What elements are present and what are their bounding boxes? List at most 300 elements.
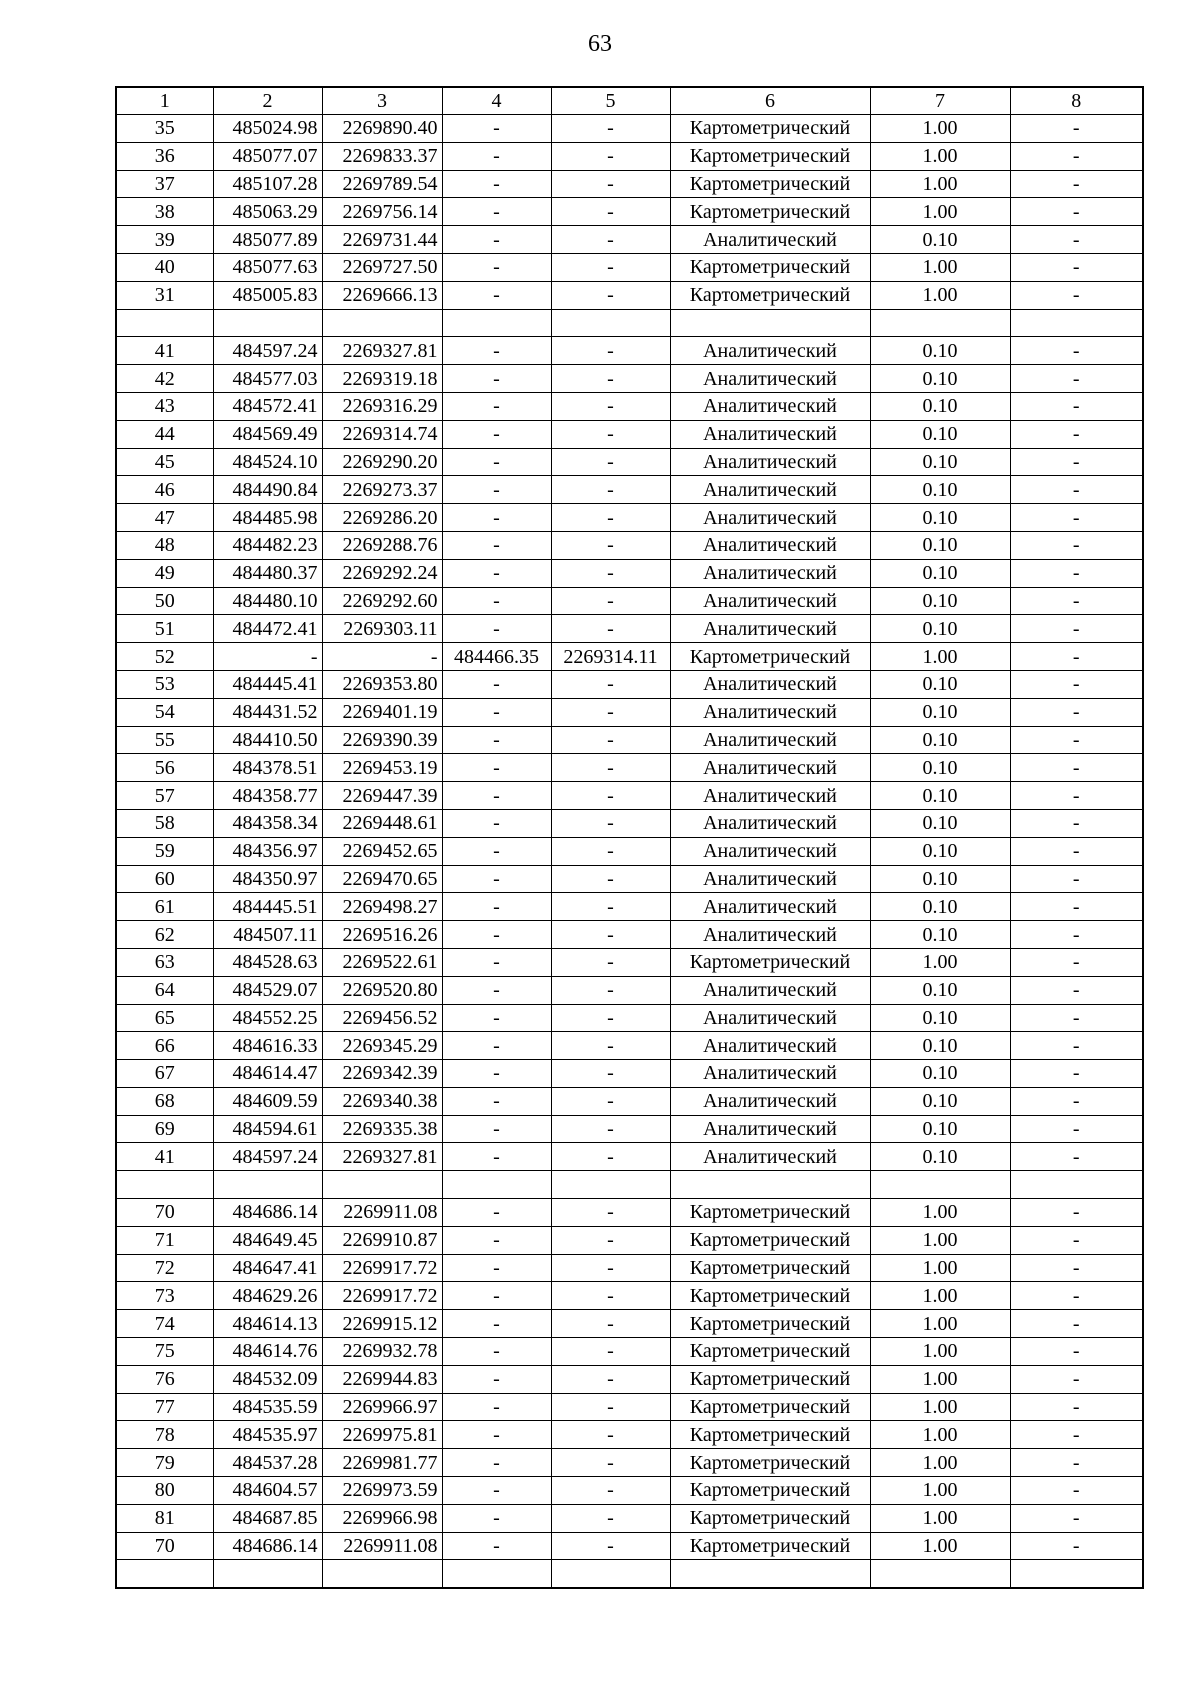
y-coordinate-cell: 2269966.98 bbox=[322, 1504, 442, 1532]
column-header: 8 bbox=[1010, 87, 1143, 115]
accuracy-cell: 0.10 bbox=[870, 476, 1010, 504]
x-coordinate-cell: 484577.03 bbox=[213, 365, 322, 393]
table-row bbox=[116, 226, 1143, 254]
y-new-cell: - bbox=[551, 392, 670, 420]
note-cell: - bbox=[1010, 615, 1143, 643]
method-cell: Картометрический bbox=[670, 1199, 870, 1227]
y-coordinate-cell: 2269917.72 bbox=[322, 1282, 442, 1310]
point-number-cell: 75 bbox=[116, 1338, 213, 1366]
x-new-cell: - bbox=[442, 1087, 551, 1115]
y-new-cell: - bbox=[551, 587, 670, 615]
accuracy-cell: 0.10 bbox=[870, 587, 1010, 615]
x-coordinate-cell: 484410.50 bbox=[213, 726, 322, 754]
accuracy-cell: 1.00 bbox=[870, 1338, 1010, 1366]
method-cell: Картометрический bbox=[670, 170, 870, 198]
x-new-cell: - bbox=[442, 476, 551, 504]
y-new-cell: - bbox=[551, 170, 670, 198]
point-number-cell: 70 bbox=[116, 1199, 213, 1227]
y-new-cell: - bbox=[551, 837, 670, 865]
method-cell: Аналитический bbox=[670, 976, 870, 1004]
note-cell: - bbox=[1010, 115, 1143, 143]
y-new-cell: - bbox=[551, 615, 670, 643]
y-new-cell: - bbox=[551, 1365, 670, 1393]
x-coordinate-cell: 484535.59 bbox=[213, 1393, 322, 1421]
note-cell: - bbox=[1010, 726, 1143, 754]
point-number-cell: 41 bbox=[116, 1143, 213, 1171]
note-cell: - bbox=[1010, 170, 1143, 198]
page-number: 63 bbox=[588, 31, 612, 57]
x-coordinate-cell: 485077.89 bbox=[213, 226, 322, 254]
x-new-cell: - bbox=[442, 226, 551, 254]
y-coordinate-cell: 2269353.80 bbox=[322, 670, 442, 698]
table-row bbox=[116, 1004, 1143, 1032]
x-new-cell: - bbox=[442, 281, 551, 309]
method-cell: Аналитический bbox=[670, 559, 870, 587]
y-coordinate-cell: 2269756.14 bbox=[322, 198, 442, 226]
x-coordinate-cell: 484358.34 bbox=[213, 809, 322, 837]
y-coordinate-cell: 2269981.77 bbox=[322, 1449, 442, 1477]
accuracy-cell: 1.00 bbox=[870, 198, 1010, 226]
x-new-cell: - bbox=[442, 865, 551, 893]
note-cell: - bbox=[1010, 837, 1143, 865]
method-cell bbox=[670, 309, 870, 337]
table-row bbox=[116, 587, 1143, 615]
x-new-cell: - bbox=[442, 1421, 551, 1449]
note-cell: - bbox=[1010, 226, 1143, 254]
method-cell: Картометрический bbox=[670, 1282, 870, 1310]
y-new-cell: - bbox=[551, 1226, 670, 1254]
x-coordinate-cell: 485107.28 bbox=[213, 170, 322, 198]
accuracy-cell: 0.10 bbox=[870, 504, 1010, 532]
x-coordinate-cell: 484482.23 bbox=[213, 531, 322, 559]
table-row bbox=[116, 1060, 1143, 1088]
note-cell: - bbox=[1010, 587, 1143, 615]
method-cell: Картометрический bbox=[670, 1532, 870, 1560]
table-row bbox=[116, 448, 1143, 476]
table-separator-row bbox=[116, 309, 1143, 337]
y-coordinate-cell: 2269911.08 bbox=[322, 1532, 442, 1560]
point-number-cell: 60 bbox=[116, 865, 213, 893]
y-coordinate-cell: 2269456.52 bbox=[322, 1004, 442, 1032]
note-cell: - bbox=[1010, 976, 1143, 1004]
point-number-cell: 58 bbox=[116, 809, 213, 837]
y-coordinate-cell: 2269286.20 bbox=[322, 504, 442, 532]
table-separator-row bbox=[116, 1171, 1143, 1199]
table-row bbox=[116, 142, 1143, 170]
note-cell: - bbox=[1010, 1449, 1143, 1477]
note-cell: - bbox=[1010, 921, 1143, 949]
point-number-cell: 80 bbox=[116, 1477, 213, 1505]
accuracy-cell bbox=[870, 1171, 1010, 1199]
note-cell: - bbox=[1010, 1393, 1143, 1421]
column-header: 3 bbox=[322, 87, 442, 115]
x-new-cell: - bbox=[442, 448, 551, 476]
y-coordinate-cell bbox=[322, 309, 442, 337]
x-coordinate-cell: 484629.26 bbox=[213, 1282, 322, 1310]
point-number-cell: 46 bbox=[116, 476, 213, 504]
x-new-cell: - bbox=[442, 1365, 551, 1393]
method-cell: Картометрический bbox=[670, 198, 870, 226]
x-coordinate-cell: 484524.10 bbox=[213, 448, 322, 476]
table-row bbox=[116, 782, 1143, 810]
y-coordinate-cell bbox=[322, 1560, 442, 1588]
method-cell: Аналитический bbox=[670, 531, 870, 559]
y-coordinate-cell: 2269448.61 bbox=[322, 809, 442, 837]
note-cell: - bbox=[1010, 670, 1143, 698]
note-cell: - bbox=[1010, 1421, 1143, 1449]
note-cell: - bbox=[1010, 253, 1143, 281]
y-new-cell: - bbox=[551, 1004, 670, 1032]
accuracy-cell: 0.10 bbox=[870, 531, 1010, 559]
point-number-cell: 62 bbox=[116, 921, 213, 949]
y-coordinate-cell: 2269973.59 bbox=[322, 1477, 442, 1505]
y-new-cell: - bbox=[551, 198, 670, 226]
x-new-cell: - bbox=[442, 1004, 551, 1032]
table-row bbox=[116, 420, 1143, 448]
y-coordinate-cell: 2269327.81 bbox=[322, 1143, 442, 1171]
x-new-cell: - bbox=[442, 559, 551, 587]
y-coordinate-cell: 2269303.11 bbox=[322, 615, 442, 643]
y-new-cell: - bbox=[551, 226, 670, 254]
y-new-cell bbox=[551, 309, 670, 337]
method-cell: Аналитический bbox=[670, 392, 870, 420]
method-cell: Аналитический bbox=[670, 1143, 870, 1171]
column-header: 6 bbox=[670, 87, 870, 115]
method-cell: Аналитический bbox=[670, 448, 870, 476]
accuracy-cell: 0.10 bbox=[870, 559, 1010, 587]
y-coordinate-cell: 2269273.37 bbox=[322, 476, 442, 504]
table-header-row bbox=[116, 87, 1143, 115]
note-cell: - bbox=[1010, 337, 1143, 365]
table-row bbox=[116, 1032, 1143, 1060]
method-cell: Картометрический bbox=[670, 1365, 870, 1393]
accuracy-cell bbox=[870, 1560, 1010, 1588]
accuracy-cell: 1.00 bbox=[870, 643, 1010, 671]
x-new-cell: - bbox=[442, 615, 551, 643]
accuracy-cell: 0.10 bbox=[870, 837, 1010, 865]
table-row bbox=[116, 337, 1143, 365]
x-new-cell: - bbox=[442, 1143, 551, 1171]
point-number-cell: 78 bbox=[116, 1421, 213, 1449]
table-row bbox=[116, 1393, 1143, 1421]
point-number-cell: 61 bbox=[116, 893, 213, 921]
table-row bbox=[116, 670, 1143, 698]
x-coordinate-cell: 484614.76 bbox=[213, 1338, 322, 1366]
y-new-cell: - bbox=[551, 1087, 670, 1115]
table-row bbox=[116, 476, 1143, 504]
accuracy-cell: 0.10 bbox=[870, 865, 1010, 893]
y-new-cell: - bbox=[551, 726, 670, 754]
x-new-cell: - bbox=[442, 1449, 551, 1477]
point-number-cell: 77 bbox=[116, 1393, 213, 1421]
y-coordinate-cell: 2269966.97 bbox=[322, 1393, 442, 1421]
table-row bbox=[116, 698, 1143, 726]
accuracy-cell: 1.00 bbox=[870, 1504, 1010, 1532]
x-coordinate-cell: 485077.63 bbox=[213, 253, 322, 281]
y-new-cell: - bbox=[551, 115, 670, 143]
method-cell: Аналитический bbox=[670, 476, 870, 504]
x-coordinate-cell: 484614.13 bbox=[213, 1310, 322, 1338]
note-cell: - bbox=[1010, 420, 1143, 448]
column-header: 2 bbox=[213, 87, 322, 115]
table-row bbox=[116, 837, 1143, 865]
point-number-cell: 45 bbox=[116, 448, 213, 476]
y-new-cell: - bbox=[551, 253, 670, 281]
point-number-cell: 48 bbox=[116, 531, 213, 559]
method-cell: Аналитический bbox=[670, 337, 870, 365]
x-coordinate-cell: 485005.83 bbox=[213, 281, 322, 309]
x-new-cell: - bbox=[442, 893, 551, 921]
table-row bbox=[116, 1338, 1143, 1366]
note-cell: - bbox=[1010, 1060, 1143, 1088]
x-coordinate-cell: 484445.41 bbox=[213, 670, 322, 698]
method-cell: Картометрический bbox=[670, 142, 870, 170]
note-cell: - bbox=[1010, 281, 1143, 309]
y-new-cell: - bbox=[551, 281, 670, 309]
point-number-cell: 53 bbox=[116, 670, 213, 698]
method-cell: Картометрический bbox=[670, 1338, 870, 1366]
table-row bbox=[116, 893, 1143, 921]
y-coordinate-cell: 2269452.65 bbox=[322, 837, 442, 865]
x-new-cell: - bbox=[442, 1199, 551, 1227]
method-cell: Аналитический bbox=[670, 1004, 870, 1032]
y-coordinate-cell: 2269975.81 bbox=[322, 1421, 442, 1449]
x-coordinate-cell: 484686.14 bbox=[213, 1532, 322, 1560]
x-new-cell: - bbox=[442, 726, 551, 754]
y-coordinate-cell: 2269666.13 bbox=[322, 281, 442, 309]
table-row bbox=[116, 115, 1143, 143]
point-number-cell: 31 bbox=[116, 281, 213, 309]
x-new-cell: - bbox=[442, 1060, 551, 1088]
y-new-cell: - bbox=[551, 698, 670, 726]
x-coordinate-cell: 484532.09 bbox=[213, 1365, 322, 1393]
point-number-cell: 40 bbox=[116, 253, 213, 281]
y-coordinate-cell: 2269292.24 bbox=[322, 559, 442, 587]
table-row bbox=[116, 643, 1143, 671]
y-coordinate-cell: 2269910.87 bbox=[322, 1226, 442, 1254]
accuracy-cell: 0.10 bbox=[870, 1143, 1010, 1171]
y-new-cell bbox=[551, 1560, 670, 1588]
accuracy-cell: 1.00 bbox=[870, 1365, 1010, 1393]
point-number-cell bbox=[116, 1171, 213, 1199]
y-new-cell: - bbox=[551, 754, 670, 782]
point-number-cell: 79 bbox=[116, 1449, 213, 1477]
y-coordinate-cell: 2269316.29 bbox=[322, 392, 442, 420]
x-new-cell: - bbox=[442, 837, 551, 865]
y-coordinate-cell: 2269314.74 bbox=[322, 420, 442, 448]
x-new-cell: - bbox=[442, 531, 551, 559]
method-cell: Аналитический bbox=[670, 1115, 870, 1143]
note-cell: - bbox=[1010, 643, 1143, 671]
point-number-cell: 54 bbox=[116, 698, 213, 726]
method-cell: Картометрический bbox=[670, 1393, 870, 1421]
table-row bbox=[116, 809, 1143, 837]
x-new-cell bbox=[442, 1171, 551, 1199]
x-coordinate-cell: 484528.63 bbox=[213, 948, 322, 976]
table-row bbox=[116, 1143, 1143, 1171]
method-cell: Аналитический bbox=[670, 587, 870, 615]
y-new-cell: - bbox=[551, 1199, 670, 1227]
note-cell: - bbox=[1010, 559, 1143, 587]
note-cell: - bbox=[1010, 531, 1143, 559]
x-coordinate-cell: 484537.28 bbox=[213, 1449, 322, 1477]
point-number-cell: 63 bbox=[116, 948, 213, 976]
y-new-cell: - bbox=[551, 1143, 670, 1171]
note-cell: - bbox=[1010, 142, 1143, 170]
accuracy-cell: 0.10 bbox=[870, 726, 1010, 754]
table-row bbox=[116, 1199, 1143, 1227]
method-cell: Картометрический bbox=[670, 1226, 870, 1254]
method-cell: Аналитический bbox=[670, 670, 870, 698]
y-new-cell: - bbox=[551, 559, 670, 587]
y-new-cell: - bbox=[551, 1338, 670, 1366]
method-cell: Аналитический bbox=[670, 921, 870, 949]
table-row bbox=[116, 1282, 1143, 1310]
y-new-cell: - bbox=[551, 504, 670, 532]
x-coordinate-cell: 484686.14 bbox=[213, 1199, 322, 1227]
table-row bbox=[116, 1421, 1143, 1449]
x-coordinate-cell: 484358.77 bbox=[213, 782, 322, 810]
accuracy-cell: 0.10 bbox=[870, 893, 1010, 921]
note-cell bbox=[1010, 1560, 1143, 1588]
x-coordinate-cell: 484616.33 bbox=[213, 1032, 322, 1060]
method-cell: Аналитический bbox=[670, 365, 870, 393]
accuracy-cell: 0.10 bbox=[870, 365, 1010, 393]
table-row bbox=[116, 1087, 1143, 1115]
x-new-cell: - bbox=[442, 1310, 551, 1338]
note-cell: - bbox=[1010, 698, 1143, 726]
accuracy-cell: 0.10 bbox=[870, 670, 1010, 698]
method-cell: Аналитический bbox=[670, 698, 870, 726]
note-cell: - bbox=[1010, 1032, 1143, 1060]
x-new-cell: - bbox=[442, 170, 551, 198]
y-coordinate-cell: 2269789.54 bbox=[322, 170, 442, 198]
point-number-cell: 47 bbox=[116, 504, 213, 532]
x-coordinate-cell: 485024.98 bbox=[213, 115, 322, 143]
method-cell: Аналитический bbox=[670, 1087, 870, 1115]
x-new-cell: - bbox=[442, 976, 551, 1004]
table-body bbox=[116, 87, 1143, 1588]
y-coordinate-cell: 2269498.27 bbox=[322, 893, 442, 921]
method-cell: Аналитический bbox=[670, 1032, 870, 1060]
y-new-cell: - bbox=[551, 1060, 670, 1088]
y-coordinate-cell: 2269447.39 bbox=[322, 782, 442, 810]
note-cell: - bbox=[1010, 1004, 1143, 1032]
note-cell: - bbox=[1010, 1199, 1143, 1227]
accuracy-cell: 0.10 bbox=[870, 420, 1010, 448]
point-number-cell: 35 bbox=[116, 115, 213, 143]
note-cell: - bbox=[1010, 1338, 1143, 1366]
accuracy-cell bbox=[870, 309, 1010, 337]
accuracy-cell: 0.10 bbox=[870, 754, 1010, 782]
method-cell: Картометрический bbox=[670, 1504, 870, 1532]
accuracy-cell: 0.10 bbox=[870, 1060, 1010, 1088]
x-new-cell: - bbox=[442, 1226, 551, 1254]
x-new-cell: - bbox=[442, 948, 551, 976]
point-number-cell: 55 bbox=[116, 726, 213, 754]
x-coordinate-cell bbox=[213, 1171, 322, 1199]
y-new-cell: - bbox=[551, 1115, 670, 1143]
table-row bbox=[116, 365, 1143, 393]
y-new-cell: - bbox=[551, 782, 670, 810]
accuracy-cell: 0.10 bbox=[870, 448, 1010, 476]
x-coordinate-cell: 484572.41 bbox=[213, 392, 322, 420]
y-coordinate-cell: 2269522.61 bbox=[322, 948, 442, 976]
method-cell: Аналитический bbox=[670, 865, 870, 893]
accuracy-cell: 1.00 bbox=[870, 1421, 1010, 1449]
x-new-cell: - bbox=[442, 1032, 551, 1060]
y-new-cell: - bbox=[551, 893, 670, 921]
y-new-cell: - bbox=[551, 1282, 670, 1310]
note-cell: - bbox=[1010, 476, 1143, 504]
point-number-cell: 38 bbox=[116, 198, 213, 226]
y-coordinate-cell: 2269340.38 bbox=[322, 1087, 442, 1115]
point-number-cell: 76 bbox=[116, 1365, 213, 1393]
x-new-cell: - bbox=[442, 1504, 551, 1532]
x-new-cell: - bbox=[442, 1532, 551, 1560]
x-new-cell: - bbox=[442, 782, 551, 810]
x-new-cell: - bbox=[442, 1254, 551, 1282]
note-cell: - bbox=[1010, 1504, 1143, 1532]
x-coordinate-cell: 484535.97 bbox=[213, 1421, 322, 1449]
x-coordinate-cell bbox=[213, 309, 322, 337]
method-cell: Аналитический bbox=[670, 837, 870, 865]
y-new-cell: - bbox=[551, 1449, 670, 1477]
accuracy-cell: 1.00 bbox=[870, 281, 1010, 309]
note-cell: - bbox=[1010, 754, 1143, 782]
point-number-cell: 51 bbox=[116, 615, 213, 643]
point-number-cell: 36 bbox=[116, 142, 213, 170]
note-cell: - bbox=[1010, 1310, 1143, 1338]
accuracy-cell: 0.10 bbox=[870, 698, 1010, 726]
y-coordinate-cell: 2269727.50 bbox=[322, 253, 442, 281]
x-new-cell: - bbox=[442, 115, 551, 143]
y-coordinate-cell: 2269319.18 bbox=[322, 365, 442, 393]
accuracy-cell: 0.10 bbox=[870, 615, 1010, 643]
column-header: 5 bbox=[551, 87, 670, 115]
table-row bbox=[116, 559, 1143, 587]
method-cell: Картометрический bbox=[670, 1477, 870, 1505]
x-new-cell: - bbox=[442, 253, 551, 281]
x-coordinate-cell: 484490.84 bbox=[213, 476, 322, 504]
x-coordinate-cell: 484647.41 bbox=[213, 1254, 322, 1282]
y-new-cell: - bbox=[551, 809, 670, 837]
accuracy-cell: 1.00 bbox=[870, 1477, 1010, 1505]
method-cell: Картометрический bbox=[670, 643, 870, 671]
point-number-cell: 59 bbox=[116, 837, 213, 865]
x-new-cell: - bbox=[442, 365, 551, 393]
point-number-cell: 73 bbox=[116, 1282, 213, 1310]
point-number-cell: 37 bbox=[116, 170, 213, 198]
table-row bbox=[116, 281, 1143, 309]
method-cell: Картометрический bbox=[670, 253, 870, 281]
point-number-cell: 64 bbox=[116, 976, 213, 1004]
accuracy-cell: 1.00 bbox=[870, 170, 1010, 198]
y-coordinate-cell: 2269731.44 bbox=[322, 226, 442, 254]
method-cell: Аналитический bbox=[670, 615, 870, 643]
table-row bbox=[116, 1115, 1143, 1143]
x-coordinate-cell: 484485.98 bbox=[213, 504, 322, 532]
y-new-cell: - bbox=[551, 921, 670, 949]
method-cell: Аналитический bbox=[670, 420, 870, 448]
note-cell: - bbox=[1010, 1282, 1143, 1310]
x-coordinate-cell: 484480.10 bbox=[213, 587, 322, 615]
table-row bbox=[116, 531, 1143, 559]
point-number-cell: 44 bbox=[116, 420, 213, 448]
x-new-cell: - bbox=[442, 198, 551, 226]
x-new-cell: - bbox=[442, 337, 551, 365]
y-coordinate-cell: 2269345.29 bbox=[322, 1032, 442, 1060]
